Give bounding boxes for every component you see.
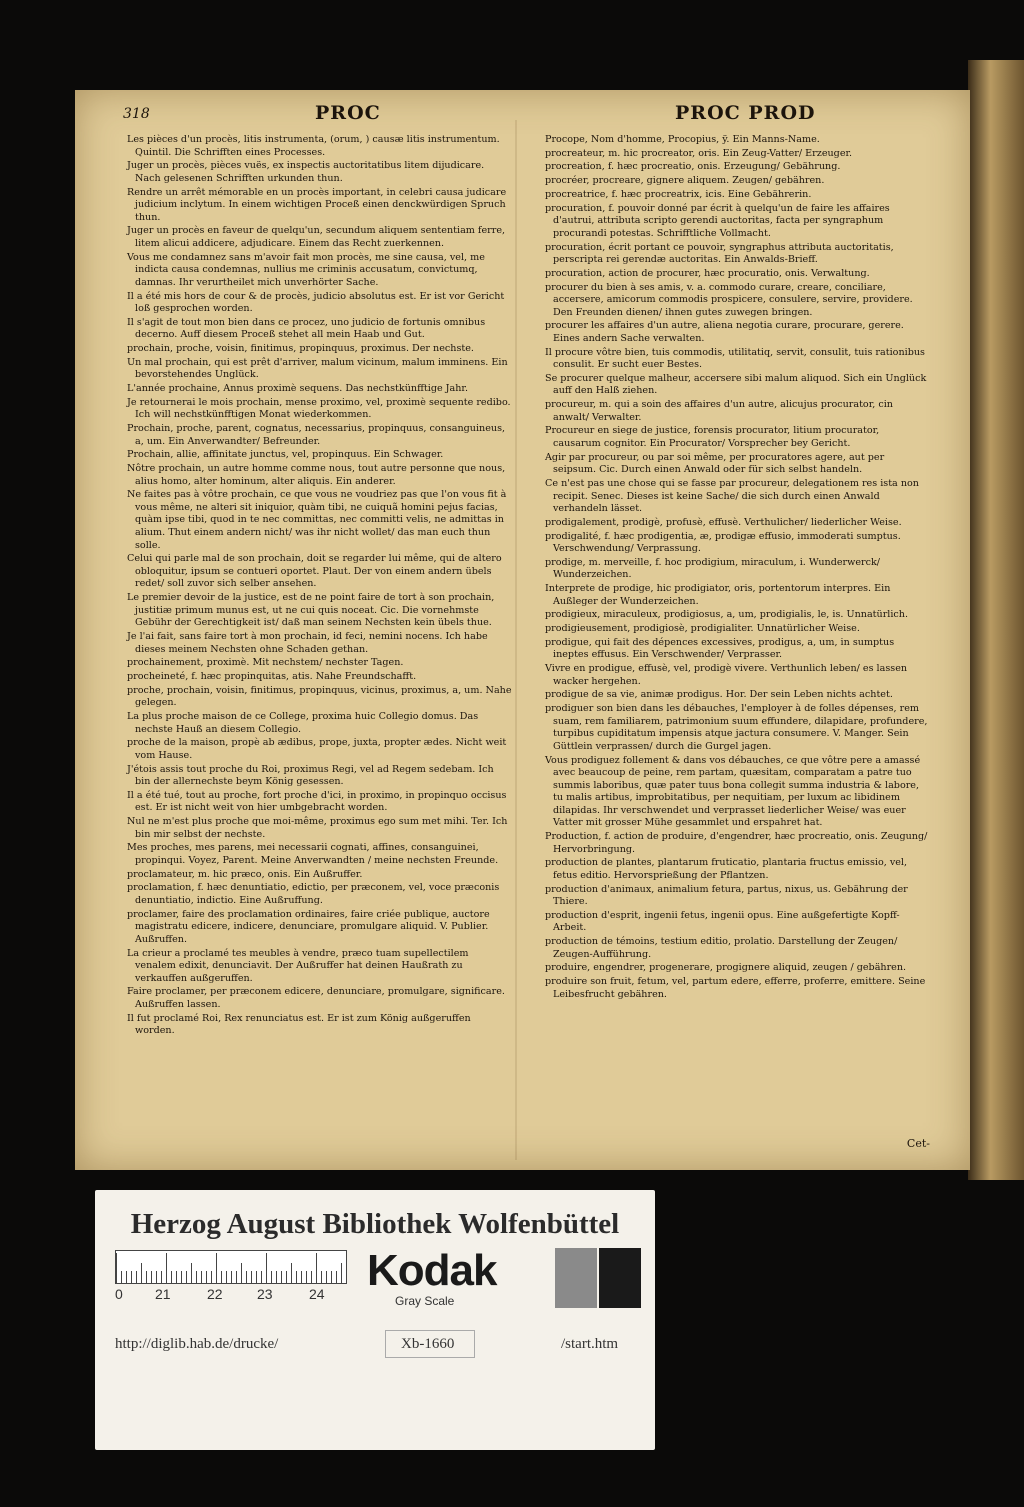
catchword: Cet- <box>906 1137 930 1150</box>
scale-tick <box>346 1271 347 1283</box>
scale-tick <box>306 1271 307 1283</box>
column-gutter <box>515 120 517 1160</box>
scale-tick <box>131 1271 132 1283</box>
dictionary-entry: prodigalité, f. hæc prodigentia, æ, prodigæ effusio, immoderati sumptus. Verschwendung/ Verprassung. <box>545 530 901 555</box>
dictionary-entry: procheineté, f. hæc propinquitas, atis. Nahe Freundschafft. <box>127 670 417 682</box>
dictionary-entry: Juger un procès, pièces vuës, ex inspectis auctoritatibus litem dijudicare. Nach gelesenen Schrifften urkunden thun. <box>127 160 485 184</box>
dictionary-entry: prodigieusement, prodigiosè, prodigialiter. Unnatürlicher Weise. <box>545 623 860 635</box>
dictionary-entry: prodigue, qui fait des dépences excessives, prodigus, a, um, in sumptus ineptes effusus. Ein Verschwender/ Verprasser. <box>545 636 895 661</box>
dictionary-entry: J'étois assis tout proche du Roi, proximus Regi, vel ad Regem sedebam. Ich bin der allernechste beym König gesessen. <box>127 763 494 788</box>
dictionary-entry: produire, engendrer, progenerare, progignere aliquid, zeugen / gebähren. <box>545 962 907 974</box>
dictionary-entry: Il a été mis hors de cour & de procès, judicio absolutus est. Er ist vor Gericht loß gesprochen worden. <box>127 290 505 315</box>
scale-tick <box>201 1271 202 1283</box>
right-column <box>545 134 930 1002</box>
scale-number: 24 <box>309 1286 325 1302</box>
gray-swatch <box>555 1248 597 1308</box>
dictionary-entry: La crieur a proclamé tes meubles à vendre, præco tuam supellectilem venalem edixit, denunciavit. Der Außruffer hat deinen Haußrath zu verkauffen außgeruffen. <box>127 947 469 984</box>
dictionary-entry: Procureur en siege de justice, forensis procurator, litium procurator, causarum cognitor. Ein Procurator/ Vorsprecher bey Gericht. <box>545 425 880 450</box>
scale-tick <box>241 1263 242 1283</box>
dictionary-entry: Prochain, proche, parent, cognatus, necessarius, propinquus, consanguineus, a, um. Ein Anverwandter/ Befreunder. <box>127 423 506 447</box>
scale-tick <box>181 1271 182 1283</box>
scale-tick <box>266 1253 267 1283</box>
dictionary-entry: Il procure vôtre bien, tuis commodis, utilitatiq, servit, consulit, tuis rationibus consulit. Er sucht euer Bestes. <box>545 346 925 371</box>
dictionary-entry: proche, prochain, voisin, finitimus, propinquus, vicinus, proximus, a, um. Nahe gelegen. <box>127 684 512 709</box>
scale-tick <box>136 1271 137 1283</box>
dictionary-entry: Juger un procès en faveur de quelqu'un, secundum aliquem sententiam ferre, litem alicui addicere, adjudicare. Einem das Recht zuerkennen. <box>127 225 506 249</box>
left-column <box>127 134 512 1039</box>
dictionary-entry: Vous me condamnez sans m'avoir fait mon procès, me sine causa, vel, me indicta causa condemnas, nullius me criminis accusatum, convictumq, damnas. Ihr verurtheilet mich unverhörter Sache. <box>127 251 485 288</box>
dictionary-page <box>75 90 970 1170</box>
dictionary-entry: production d'esprit, ingenii fetus, ingenii opus. Eine außgefertigte Kopff-Arbeit. <box>545 909 900 934</box>
shelfmark: Xb-1660 <box>401 1336 455 1352</box>
scale-tick <box>246 1271 247 1283</box>
scale-number: 22 <box>207 1286 223 1302</box>
dictionary-entry: procreation, f. hæc procreatio, onis. Erzeugung/ Gebährung. <box>545 161 841 173</box>
scale-tick <box>271 1271 272 1283</box>
scale-tick <box>141 1263 142 1283</box>
scale-tick <box>221 1271 222 1283</box>
kodak-logo: Kodak <box>367 1246 497 1295</box>
scale-tick <box>216 1253 217 1283</box>
dictionary-entry: Nul ne m'est plus proche que moi-même, proximus ego sum met mihi. Ter. Ich bin mir selbst der nechste. <box>127 816 508 840</box>
dictionary-entry: produire son fruit, fetum, vel, partum edere, efferre, proferre, emittere. Seine Leibesfrucht gebähren. <box>545 976 926 1000</box>
dictionary-entry: proclamation, f. hæc denuntiatio, edictio, per præconem, vel, voce præconis denuntiatio, indictio. Eine Außruffung. <box>127 882 500 906</box>
scale-tick <box>261 1271 262 1283</box>
dictionary-entry: Rendre un arrêt mémorable en un procès important, in celebri causa judicare judicium inclytum. In einem wichtigen Proceß einen denckwürdigen Spruch thun. <box>127 186 507 223</box>
dictionary-entry: procurer du bien à ses amis, v. a. commodo curare, creare, conciliare, accersere, amicorum commodis prospicere, consulere, servire, providere. Den Freunden dienen/ ihnen gutes zuwegen bringen. <box>545 281 913 318</box>
scale-tick <box>161 1271 162 1283</box>
dictionary-entry: Prochain, allie, affinitate junctus, vel, propinquus. Ein Schwager. <box>127 449 444 461</box>
dictionary-entry: production de plantes, plantarum fruticatio, plantaria fructus emissio, vel, fetus editio. Hervorsprießung der Pflantzen. <box>545 857 908 881</box>
dictionary-entry: Se procurer quelque malheur, accersere sibi malum aliquod. Sich ein Unglück auff den Halß ziehen. <box>545 372 927 397</box>
dictionary-entry: Ce n'est pas une chose qui se fasse par procureur, delegationem res ista non recipit. Senec. Dieses ist keine Sache/ die sich durch einen Anwald verhandeln lässet. <box>545 478 919 515</box>
dictionary-entry: Je retournerai le mois prochain, mense proximo, vel, proximè sequente redibo. Ich will nechstkünfftigen Monat wiederkommen. <box>127 396 511 421</box>
scale-tick <box>281 1271 282 1283</box>
scale-tick <box>226 1271 227 1283</box>
gray-scale-label: Gray Scale <box>395 1294 455 1308</box>
dictionary-entry: prodigalement, prodigè, profusè, effusè. Verthulicher/ liederlicher Weise. <box>545 516 902 528</box>
dictionary-entry: prodiguer son bien dans les débauches, l'employer à de folles dépenses, rem suam, rem familiarem, patrimonium suum effundere, dilapidare, profundere, turpibus cupiditatum impensis atque jactura consumere. V. Manger. Sein Güttlein verprassen/ durch die Gurgel jagen. <box>545 703 928 752</box>
dictionary-entry: Un mal prochain, qui est prêt d'arriver, malum vicinum, malum imminens. Ein bevorstehendes Unglück. <box>127 356 508 381</box>
scale-tick <box>276 1271 277 1283</box>
scale-number: 21 <box>155 1286 171 1302</box>
scale-tick <box>326 1271 327 1283</box>
scale-tick <box>256 1271 257 1283</box>
dictionary-entry: Vous prodiguez follement & dans vos débauches, ce que vôtre pere a amassé avec beaucoup de peine, rem partam, quæsitam, comparatam a patre tuo summis laboribus, quæ pater tuus bona collegit summa industria & labore, tu malis artibus, improbitatibus, per nequitiam, per luxum ac libidinem dilapidas. Ihr verschwendet und verprasset liederlicher Weise/ was euer Vatter mit grosser Mühe gesammlet und erspahret hat. <box>545 754 921 829</box>
scale-tick <box>321 1271 322 1283</box>
dictionary-entry: Je l'ai fait, sans faire tort à mon prochain, id feci, nemini nocens. Ich habe dieses meinem Nechsten ohne Schaden gethan. <box>127 630 488 655</box>
scale-tick <box>206 1271 207 1283</box>
scale-tick <box>311 1271 312 1283</box>
scale-tick <box>331 1271 332 1283</box>
book-fore-edge <box>968 60 1024 1180</box>
scale-number: 0 <box>115 1286 123 1302</box>
dictionary-entry: procréer, procreare, gignere aliquem. Zeugen/ gebähren. <box>545 175 825 187</box>
dictionary-entry: procuration, écrit portant ce pouvoir, syngraphus attributa auctoritatis, perscripta rei gerendæ auctoritas. Ein Anwalds-Brieff. <box>545 241 894 266</box>
dictionary-entry: La plus proche maison de ce College, proxima huic Collegio domus. Das nechste Hauß an diesem Collegio. <box>127 711 479 735</box>
page-number: 318 <box>123 106 150 122</box>
library-name: Herzog August Bibliothek Wolfenbüttel <box>130 1208 620 1240</box>
scale-tick <box>296 1271 297 1283</box>
running-head-left: PROC <box>315 102 381 124</box>
scale-tick <box>171 1271 172 1283</box>
scale-tick <box>151 1271 152 1283</box>
dictionary-entry: Nôtre prochain, un autre homme comme nous, tout autre personne que nous, alius homo, alter hominum, alter aliquis. Ein anderer. <box>127 463 506 487</box>
dictionary-entry: proclamateur, m. hic præco, onis. Ein Außruffer. <box>127 868 363 880</box>
library-url: http://diglib.hab.de/drucke/ <box>115 1336 279 1352</box>
scale-tick <box>166 1253 167 1283</box>
library-label <box>95 1190 655 1450</box>
scale-tick <box>231 1271 232 1283</box>
dictionary-entry: production d'animaux, animalium fetura, partus, nixus, us. Gebährung der Thiere. <box>545 883 908 908</box>
scale-number: 23 <box>257 1286 273 1302</box>
scale-tick <box>291 1263 292 1283</box>
dictionary-entry: Mes proches, mes parens, mei necessarii cognati, affines, consanguinei, propinqui. Voyez, Parent. Meine Anverwandten / meine nechsten Freunde. <box>127 842 499 866</box>
scale-tick <box>121 1271 122 1283</box>
measuring-scale <box>115 1250 347 1284</box>
running-head-right: PROC PROD <box>675 102 816 124</box>
dictionary-entry: procuration, f. pouvoir donné par écrit à quelqu'un de faire les affaires d'autrui, attributa scripto gerendi auctoritas, facta per syngraphum procurandi potestas. Schrifftliche Vollmacht. <box>545 202 890 239</box>
dictionary-entry: Procope, Nom d'homme, Procopius, ÿ. Ein Manns-Name. <box>545 134 820 145</box>
scale-tick <box>301 1271 302 1283</box>
dictionary-entry: Il a été tué, tout au proche, fort proche d'ici, in proximo, in propinquo occisus est. Er ist nicht weit von hier umbgebracht worden. <box>127 789 507 814</box>
scale-tick <box>336 1271 337 1283</box>
dictionary-entry: procureur, m. qui a soin des affaires d'un autre, alicujus procurator, cin anwalt/ Verwalter. <box>545 399 893 423</box>
dictionary-entry: Ne faites pas à vôtre prochain, ce que vous ne voudriez pas que l'on vous fit à vous même, ne alteri sit iniquior, quàm tibi, ne cuiquã homini pejus facias, quàm ipse tibi, quod in te nec committas, nec committi velis, ne admittas in alium. Thut einem andern nicht/ was ihr nicht wollet/ das man euch thun solle. <box>127 489 507 551</box>
scale-tick <box>251 1271 252 1283</box>
scale-tick <box>341 1263 342 1283</box>
dictionary-entry: prodige, m. merveille, f. hoc prodigium, miraculum, i. Wunderwerck/ Wunderzeichen. <box>545 556 881 581</box>
scale-tick <box>196 1271 197 1283</box>
dictionary-entry: proclamer, faire des proclamation ordinaires, faire criée publique, auctore magistratu edicere, indicere, denunciare, promulgare aliquid. V. Publier. Außruffen. <box>127 908 490 945</box>
scale-tick <box>126 1271 127 1283</box>
dictionary-entry: Le premier devoir de la justice, est de ne point faire de tort à son prochain, justitiæ primum munus est, ut ne cui quis noceat. Cic. Die vornehmste Gebühr der Gerechtigkeit ist/ daß man seinem Nechsten kein übels thue. <box>127 592 495 629</box>
dictionary-entry: production de témoins, testium editio, prolatio. Darstellung der Zeugen/ Zeugen-Aufführung. <box>545 936 898 960</box>
scale-tick <box>286 1271 287 1283</box>
scale-tick <box>191 1263 192 1283</box>
dictionary-entry: prodigue de sa vie, animæ prodigus. Hor. Der sein Leben nichts achtet. <box>545 689 893 701</box>
dictionary-entry: Agir par procureur, ou par soi même, per procuratores agere, aut per seipsum. Cic. Durch einen Anwald oder für sich selbst handeln. <box>545 451 885 476</box>
dictionary-entry: prodigieux, miraculeux, prodigiosus, a, um, prodigialis, le, is. Unnatürlich. <box>545 609 909 621</box>
dictionary-entry: prochain, proche, voisin, finitimus, propinquus, proximus. Der nechste. <box>127 343 474 355</box>
dictionary-entry: L'année prochaine, Annus proximè sequens. Das nechstkünfftige Jahr. <box>127 383 469 395</box>
dictionary-entry: Faire proclamer, per præconem edicere, denunciare, promulgare, significare. Außruffen lassen. <box>127 986 505 1010</box>
dictionary-entry: Interprete de prodige, hic prodigiator, oris, portentorum interpres. Ein Außleger der Wunderzeichen. <box>545 583 891 607</box>
dictionary-entry: Il fut proclamé Roi, Rex renunciatus est. Er ist zum König außgeruffen worden. <box>127 1012 471 1037</box>
scale-tick <box>146 1271 147 1283</box>
dictionary-entry: procurer les affaires d'un autre, aliena negotia curare, procurare, gerere. Eines andern Sache verwalten. <box>545 320 904 344</box>
scale-tick <box>156 1271 157 1283</box>
dictionary-entry: Celui qui parle mal de son prochain, doit se regarder lui même, qui de altero obloquitur, ipsum se contueri oportet. Plaut. Der von einem andern übels redet/ soll zuvor sich selber ansehen. <box>127 553 502 590</box>
scale-tick <box>176 1271 177 1283</box>
dictionary-entry: procreateur, m. hic procreator, oris. Ein Zeug-Vatter/ Erzeuger. <box>545 147 853 159</box>
start-path: /start.htm <box>561 1336 619 1352</box>
scale-tick <box>116 1253 117 1283</box>
dictionary-entry: Production, f. action de produire, d'engendrer, hæc procreatio, onis. Zeugung/ Hervorbringung. <box>545 831 928 855</box>
scale-tick <box>211 1271 212 1283</box>
black-swatch <box>599 1248 641 1308</box>
scale-tick <box>316 1253 317 1283</box>
dictionary-entry: procreatrice, f. hæc procreatrix, icis. Eine Gebährerin. <box>545 188 812 200</box>
scale-tick <box>236 1271 237 1283</box>
dictionary-entry: prochainement, proximè. Mit nechstem/ nechster Tagen. <box>127 657 404 669</box>
dictionary-entry: procuration, action de procurer, hæc procuratio, onis. Verwaltung. <box>545 267 870 279</box>
dictionary-entry: Il s'agit de tout mon bien dans ce procez, uno judicio de fortunis omnibus decerno. Auff diesem Proceß stehet all mein Haab und Gut. <box>127 316 486 341</box>
dictionary-entry: Les pièces d'un procès, litis instrumenta, (orum, ) causæ litis instrumentum. Quintil. Die Schrifften eines Processes. <box>127 134 500 158</box>
dictionary-entry: proche de la maison, propè ab ædibus, prope, juxta, propter ædes. Nicht weit vom Hause. <box>127 737 507 761</box>
dictionary-entry: Vivre en prodigue, effusè, vel, prodigè vivere. Verthunlich leben/ es lassen wacker hergehen. <box>545 663 908 687</box>
scale-tick <box>186 1271 187 1283</box>
